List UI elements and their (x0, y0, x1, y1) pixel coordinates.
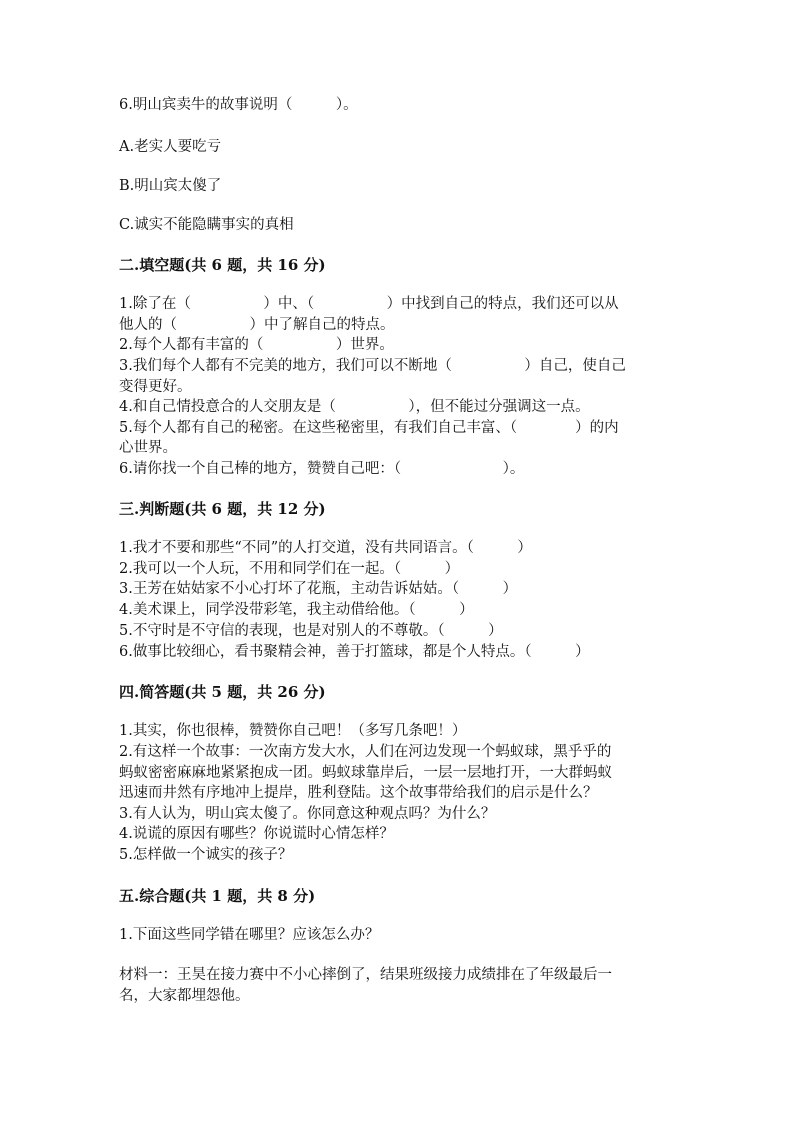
short-line: 4.说谎的原因有哪些？你说谎时心情怎样？ (119, 826, 394, 842)
comp-section-heading: 五.综合题(共 1 题，共 8 分) (119, 887, 316, 905)
fill-line: 5.每个人都有自己的秘密。在这些秘密里，有我们自己丰富、（ ）的内 (119, 420, 619, 436)
fill-section-heading: 二.填空题(共 6 题，共 16 分) (119, 256, 326, 274)
short-line: 蚂蚁密密麻麻地紧紧抱成一团。蚂蚁球靠岸后，一层一层地打开，一大群蚂蚁 (119, 765, 612, 781)
judge-line: 4.美术课上，同学没带彩笔，我主动借给他。（ ） (119, 602, 474, 618)
judge-line: 6.做事比较细心，看书聚精会神，善于打篮球，都是个人特点。（ ） (119, 644, 590, 660)
short-line: 5.怎样做一个诚实的孩子？ (119, 847, 293, 863)
judge-line: 2.我可以一个人玩，不用和同学们在一起。（ ） (119, 561, 460, 577)
fill-line: 3.我们每个人都有不完美的地方，我们可以不断地（ ）自己，使自己 (119, 358, 626, 374)
material-line: 名，大家都埋怨他。 (119, 988, 250, 1004)
q6-option-a: A.老实人要吃亏 (119, 139, 222, 155)
fill-line: 2.每个人都有丰富的（ ）世界。 (119, 337, 394, 353)
judge-line: 3.王芳在姑姑家不小心打坏了花瓶，主动告诉姑姑。（ ） (119, 581, 518, 597)
comp-question: 1.下面这些同学错在哪里？应该怎么办？ (119, 927, 380, 943)
fill-line: 6.请你找一个自己棒的地方，赞赞自己吧：（ ）。 (119, 461, 525, 477)
fill-line: 4.和自己情投意合的人交朋友是（ ），但不能过分强调这一点。 (119, 399, 590, 415)
material-line: 材料一：王昊在接力赛中不小心摔倒了，结果班级接力成绩排在了年级最后一 (119, 967, 612, 983)
fill-line: 心世界。 (119, 440, 177, 456)
judge-line: 5.不守时是不守信的表现，也是对别人的不尊敬。（ ） (119, 623, 503, 639)
short-line: 1.其实，你也很棒，赞赞你自己吧！（多写几条吧！） (119, 723, 467, 739)
judge-line: 1.我才不要和那些“不同”的人打交道，没有共同语言。（ ） (119, 540, 532, 556)
short-section-heading: 四.简答题(共 5 题，共 26 分) (119, 683, 326, 701)
short-line: 迅速而井然有序地冲上提岸，胜利登陆。这个故事带给我们的启示是什么？ (119, 785, 598, 801)
judge-section-heading: 三.判断题(共 6 题，共 12 分) (119, 500, 326, 518)
fill-line: 1.除了在（ ）中、（ ）中找到自己的特点，我们还可以从 (119, 296, 619, 312)
q6-option-b: B.明山宾太傻了 (119, 178, 222, 194)
short-line: 2.有这样一个故事：一次南方发大水，人们在河边发现一个蚂蚁球，黑乎乎的 (119, 744, 612, 760)
fill-line: 变得更好。 (119, 379, 192, 395)
q6-stem: 6.明山宾卖牛的故事说明（ ）。 (119, 97, 358, 113)
short-line: 3.有人认为，明山宾太傻了。你同意这种观点吗？为什么？ (119, 806, 496, 822)
fill-line: 他人的（ ）中了解自己的特点。 (119, 317, 395, 333)
q6-option-c: C.诚实不能隐瞒事实的真相 (119, 217, 294, 233)
